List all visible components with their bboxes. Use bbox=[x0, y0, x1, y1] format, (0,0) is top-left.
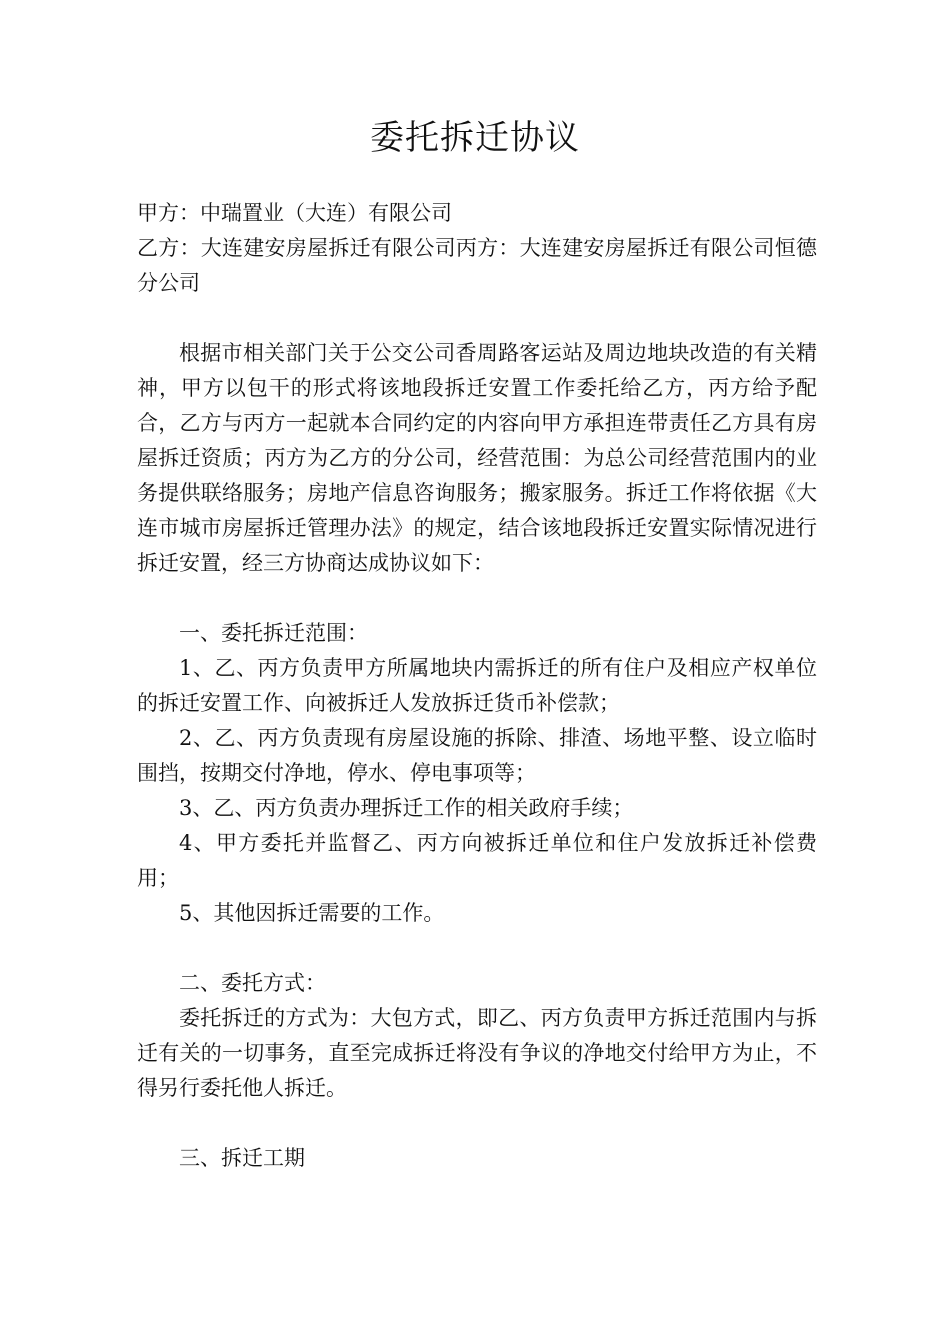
preamble-paragraph: 根据市相关部门关于公交公司香周路客运站及周边地块改造的有关精神，甲方以包干的形式将该地段拆迁安置工作委托给乙方，丙方给予配合，乙方与丙方一起就本合同约定的内容向甲方承担连带责任乙方具有房屋拆迁资质；丙方为乙方的分公司，经营范围：为总公司经营范围内的业务提供联络服务；房地产信息咨询服务；搬家服务。拆迁工作将依据《大连市城市房屋拆迁管理办法》的规定，结合该地段拆迁安置实际情况进行拆迁安置，经三方协商达成协议如下： bbox=[137, 341, 817, 575]
party-a: 甲方：中瑞置业（大连）有限公司 bbox=[137, 201, 452, 225]
document-title: 委托拆迁协议 bbox=[370, 118, 580, 158]
section-1-item-2: 2、乙、丙方负责现有房屋设施的拆除、排渣、场地平整、设立临时围挡，按期交付净地，停水、停电事项等； bbox=[137, 726, 817, 785]
spacer bbox=[137, 1106, 817, 1141]
section-1-heading: 一、委托拆迁范围： bbox=[179, 621, 368, 645]
section-1-item-1: 1、乙、丙方负责甲方所属地块内需拆迁的所有住户及相应产权单位的拆迁安置工作、向被拆迁人发放拆迁货币补偿款； bbox=[137, 656, 817, 715]
section-2-text: 委托拆迁的方式为：大包方式，即乙、丙方负责甲方拆迁范围内与拆迁有关的一切事务，直至完成拆迁将没有争议的净地交付给甲方为止，不得另行委托他人拆迁。 bbox=[137, 1006, 817, 1100]
section-1-item-4: 4、甲方委托并监督乙、丙方向被拆迁单位和住户发放拆迁补偿费用； bbox=[137, 831, 817, 890]
section-1-item-5: 5、其他因拆迁需要的工作。 bbox=[179, 901, 445, 925]
spacer bbox=[137, 931, 817, 966]
spacer bbox=[137, 301, 817, 336]
document-body bbox=[137, 196, 817, 1176]
party-b-c: 乙方：大连建安房屋拆迁有限公司丙方：大连建安房屋拆迁有限公司恒德分公司 bbox=[137, 236, 817, 295]
section-2-heading: 二、委托方式： bbox=[179, 971, 326, 995]
section-3-heading: 三、拆迁工期 bbox=[179, 1146, 305, 1170]
section-1-item-3: 3、乙、丙方负责办理拆迁工作的相关政府手续； bbox=[179, 796, 634, 820]
spacer bbox=[137, 581, 817, 616]
